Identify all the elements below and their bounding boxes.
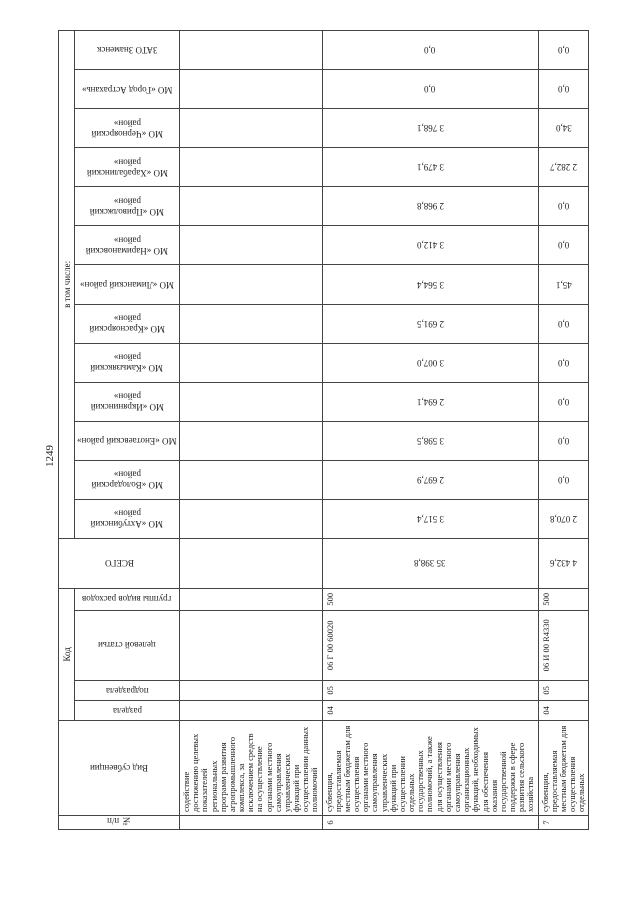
row-value: 0,0: [538, 460, 589, 499]
row-value: [180, 187, 323, 226]
row-value: 3 479,1: [322, 148, 538, 187]
row-value: 3 768,1: [322, 109, 538, 148]
row-value: 0,0: [538, 31, 589, 70]
row-expense-group: 500: [322, 588, 538, 610]
header-municipality: МО «Лиманский район»: [75, 265, 180, 304]
row-expense-group: 500: [538, 588, 589, 610]
row-value: 0,0: [538, 421, 589, 460]
row-target: [180, 610, 323, 680]
row-value: 0,0: [322, 70, 538, 109]
header-municipality: МО «Харабалинский район»: [75, 148, 180, 187]
row-value: 0,0: [538, 343, 589, 382]
row-num: [180, 815, 323, 829]
table-row: [322, 31, 538, 830]
row-value: [180, 343, 323, 382]
header-municipality: МО «Город Астрахань»: [75, 70, 180, 109]
header-target: целевой статьи: [75, 610, 180, 680]
row-value: 2 691,5: [322, 304, 538, 343]
row-description: субвенция, предоставляемая местным бюджетам для осуществления отдельных: [538, 720, 589, 815]
row-value: 2 968,8: [322, 187, 538, 226]
row-value: 3 517,4: [322, 499, 538, 538]
row-section: 04: [322, 700, 538, 720]
budget-table-container: [58, 30, 587, 830]
row-value: 2 694,1: [322, 382, 538, 421]
row-description: субвенция, предоставляемая местным бюджетам для осуществления органами местного самоуправления управленческих функций при осуществлении отдельных государственных полномочий, а также для осуществления органами местного самоуправления организационных функций, необходимых для обеспечения оказания государственной поддержки в сфере развития сельского хозяйства: [322, 720, 538, 815]
row-value: 3 412,0: [322, 226, 538, 265]
row-target: 06 Г 00 60020: [322, 610, 538, 680]
row-value: [180, 382, 323, 421]
row-value: 2 697,9: [322, 460, 538, 499]
row-value: 0,0: [538, 226, 589, 265]
row-value: [180, 109, 323, 148]
subvention-table: [58, 30, 589, 830]
header-expense-group: группы видов расходов: [75, 588, 180, 610]
header-municipality: МО «Наримановский район»: [75, 226, 180, 265]
row-total: [180, 538, 323, 588]
row-subsection: [180, 680, 323, 700]
row-value: [180, 148, 323, 187]
row-section: [180, 700, 323, 720]
header-including: в том числе:: [59, 31, 75, 539]
header-municipality: МО «Черноярский район»: [75, 109, 180, 148]
row-subsection: 05: [538, 680, 589, 700]
row-value: 0,0: [538, 70, 589, 109]
header-municipality: МО «Ахтубинский район»: [75, 499, 180, 538]
header-name: Вид субвенции: [59, 720, 180, 815]
row-value: [180, 460, 323, 499]
row-section: 04: [538, 700, 589, 720]
row-value: 0,0: [322, 31, 538, 70]
row-value: 45,1: [538, 265, 589, 304]
row-value: [180, 70, 323, 109]
header-municipality: МО «Приволжский район»: [75, 187, 180, 226]
row-value: [180, 31, 323, 70]
row-target: 06 И 00 R4330: [538, 610, 589, 680]
row-value: [180, 265, 323, 304]
table-row: [538, 31, 589, 830]
header-municipality: МО «Енотаевский район»: [75, 421, 180, 460]
row-value: 0,0: [538, 187, 589, 226]
row-value: [180, 499, 323, 538]
table-row: [180, 31, 323, 830]
row-value: 3 598,5: [322, 421, 538, 460]
row-value: 2 282,7: [538, 148, 589, 187]
row-expense-group: [180, 588, 323, 610]
header-municipality: МО «Красноярский район»: [75, 304, 180, 343]
row-value: [180, 304, 323, 343]
row-num: 6: [322, 815, 538, 829]
row-description: содействие достижению целевых показателей региональных программ развития агропромышленного комплекса, за исключением средств на осуществление органами местного самоуправления управленческих функций при осуществлении данных полномочий: [180, 720, 323, 815]
row-value: 3 564,4: [322, 265, 538, 304]
row-value: 2 070,8: [538, 499, 589, 538]
row-num: 7: [538, 815, 589, 829]
header-total: ВСЕГО: [59, 538, 180, 588]
row-value: 0,0: [538, 382, 589, 421]
page-number: 1249: [44, 445, 56, 467]
header-subsection: подраздела: [75, 680, 180, 700]
row-value: [180, 421, 323, 460]
row-value: 34,0: [538, 109, 589, 148]
row-value: [180, 226, 323, 265]
header-municipality: МО «Икрянинский район»: [75, 382, 180, 421]
row-total: 4 432,6: [538, 538, 589, 588]
header-municipality: МО «Камызякский район»: [75, 343, 180, 382]
row-total: 35 398,8: [322, 538, 538, 588]
header-municipality: ЗАТО Знаменск: [75, 31, 180, 70]
row-value: 0,0: [538, 304, 589, 343]
row-subsection: 05: [322, 680, 538, 700]
header-municipality: МО «Володарский район»: [75, 460, 180, 499]
header-section: раздела: [75, 700, 180, 720]
header-code-group: Код: [59, 588, 75, 720]
header-num: № п/п: [59, 815, 180, 829]
row-value: 3 007,0: [322, 343, 538, 382]
